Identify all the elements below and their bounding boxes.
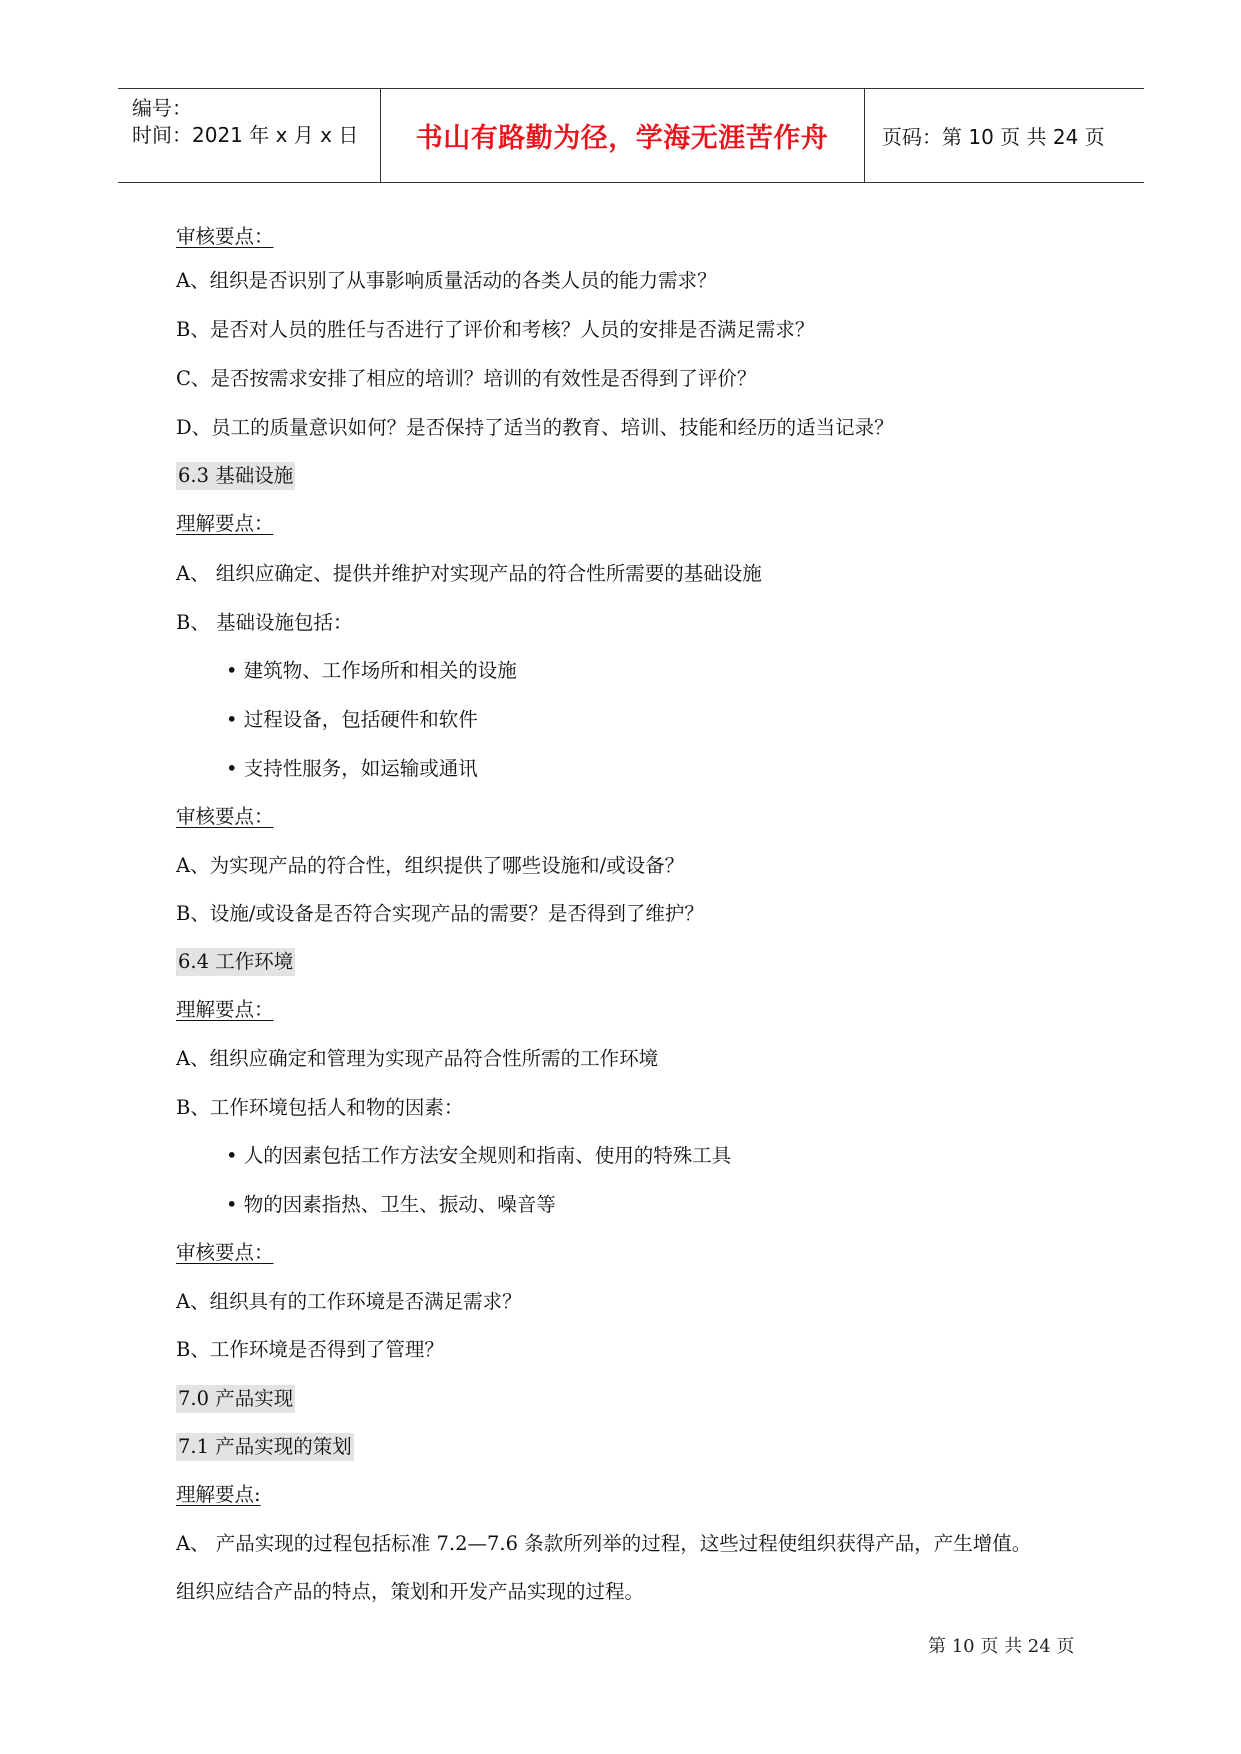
body-line: A、组织应确定和管理为实现产品符合性所需的工作环境 — [176, 1047, 659, 1070]
header-motto: 书山有路勤为径，学海无涯苦作舟 — [415, 123, 829, 154]
bullet-item: • 建筑物、工作场所和相关的设施 — [226, 659, 517, 682]
section-heading: 6.3 基础设施 — [176, 462, 295, 490]
understanding-points-heading: 理解要点： — [176, 512, 274, 535]
header-page-cell — [866, 89, 1144, 182]
document-header — [118, 88, 1144, 183]
body-line: D、员工的质量意识如何？是否保持了适当的教育、培训、技能和经历的适当记录？ — [176, 416, 894, 439]
audit-points-heading: 审核要点： — [176, 1241, 274, 1264]
body-line: B、是否对人员的胜任与否进行了评价和考核？人员的安排是否满足需求？ — [176, 318, 815, 341]
body-line: B、 基础设施包括： — [176, 611, 353, 634]
body-line: A、 产品实现的过程包括标准 7.2—7.6 条款所列举的过程，这些过程使组织获得产品，产生增值。 — [176, 1532, 1032, 1555]
bullet-item: • 物的因素指热、卫生、振动、噪音等 — [226, 1193, 556, 1216]
understanding-points-heading: 理解要点： — [176, 998, 274, 1021]
body-line: 组织应结合产品的特点，策划和开发产品实现的过程。 — [176, 1580, 645, 1603]
body-line: B、工作环境是否得到了管理？ — [176, 1338, 444, 1361]
header-page-number: 页码：第 10 页 共 24 页 — [882, 125, 1105, 149]
footer-page-number: 第 10 页 共 24 页 — [928, 1636, 1075, 1657]
header-info-cell — [118, 89, 381, 182]
body-line: B、工作环境包括人和物的因素： — [176, 1096, 464, 1119]
bullet-item: • 人的因素包括工作方法安全规则和指南、使用的特殊工具 — [226, 1144, 732, 1167]
body-line: A、组织具有的工作环境是否满足需求？ — [176, 1290, 522, 1313]
audit-points-heading: 审核要点： — [176, 225, 274, 248]
body-line: B、设施/或设备是否符合实现产品的需要？是否得到了维护？ — [176, 902, 704, 925]
document-number-label: 编号： — [132, 96, 192, 120]
body-line: C、是否按需求安排了相应的培训？培训的有效性是否得到了评价？ — [176, 367, 757, 390]
section-heading: 7.0 产品实现 — [176, 1385, 295, 1413]
understanding-points-heading: 理解要点: — [176, 1483, 261, 1506]
audit-points-heading: 审核要点： — [176, 805, 274, 828]
document-time-label: 时间：2021 年 x 月 x 日 — [132, 123, 359, 147]
header-motto-cell — [380, 89, 865, 182]
bullet-item: • 支持性服务，如运输或通讯 — [226, 757, 478, 780]
section-heading: 6.4 工作环境 — [176, 948, 295, 976]
body-line: A、 组织应确定、提供并维护对实现产品的符合性所需要的基础设施 — [176, 562, 762, 585]
bullet-item: • 过程设备，包括硬件和软件 — [226, 708, 478, 731]
body-line: A、为实现产品的符合性，组织提供了哪些设施和/或设备？ — [176, 854, 685, 877]
body-line: A、组织是否识别了从事影响质量活动的各类人员的能力需求？ — [176, 269, 717, 292]
section-heading: 7.1 产品实现的策划 — [176, 1433, 354, 1461]
